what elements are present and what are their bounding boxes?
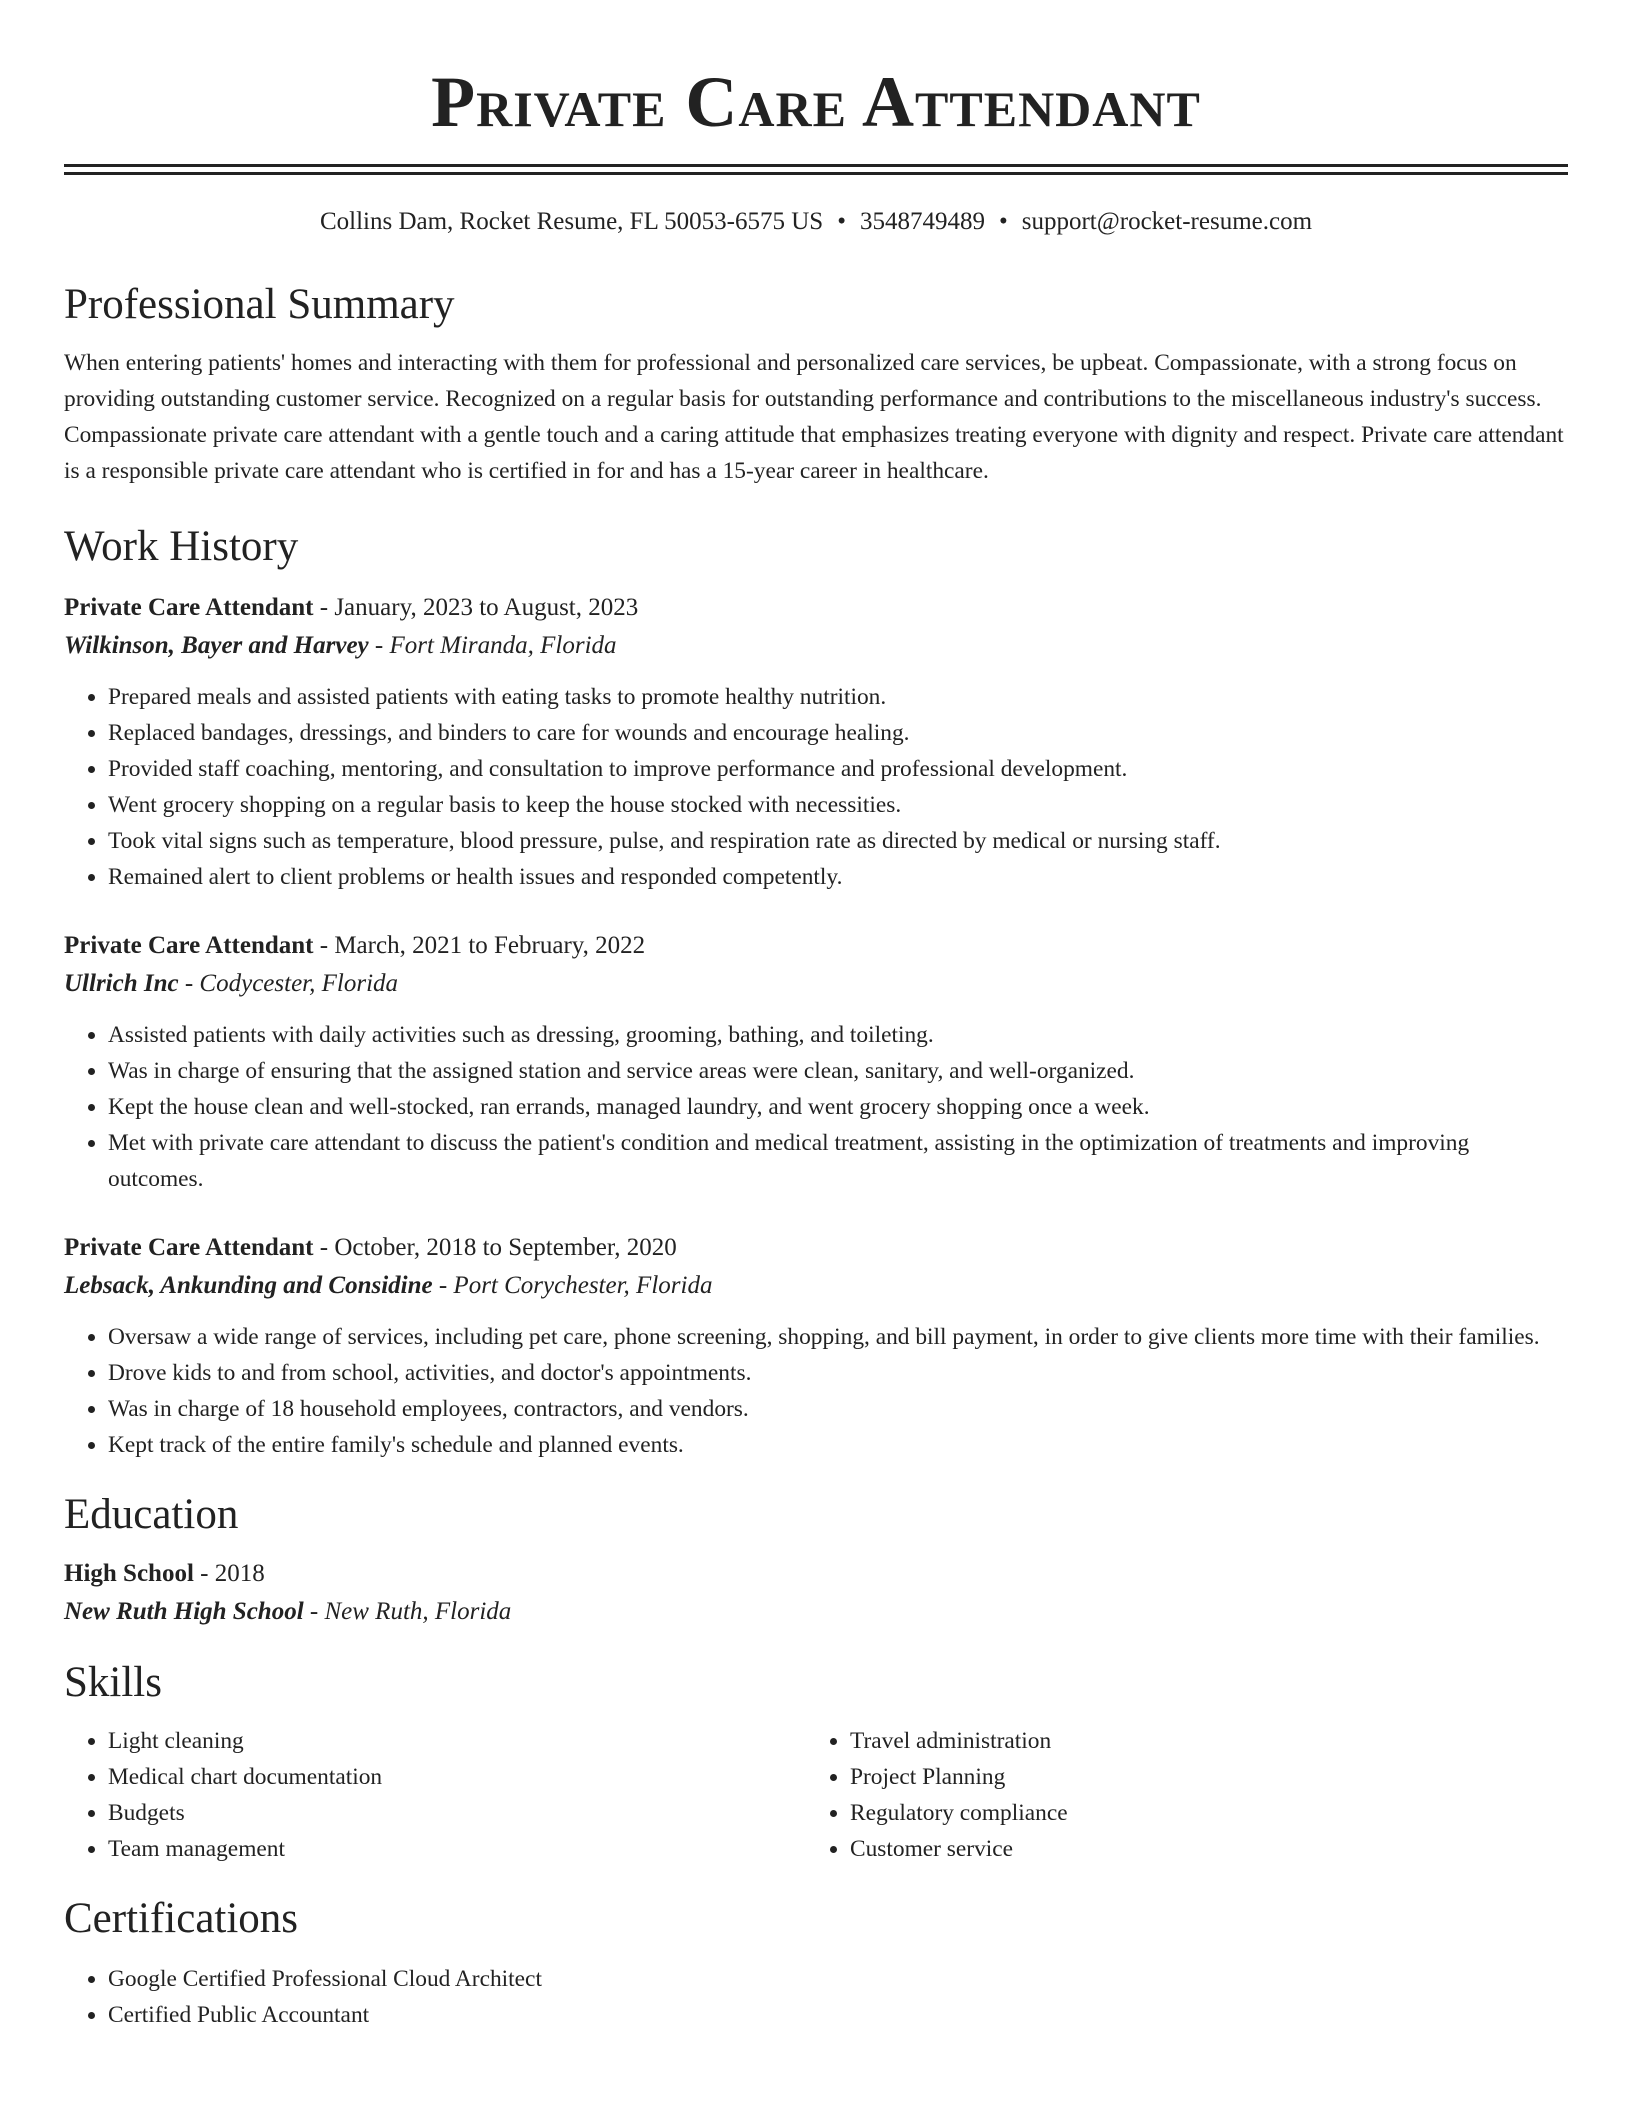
education-entry [64, 1555, 1568, 1631]
work-history-section [64, 519, 1568, 1463]
job-entry [64, 927, 1568, 1197]
job-bullet: • Drove kids to and from school, activities, and doctor's appointments. [108, 1355, 1568, 1391]
job-dates: - March, 2021 to February, 2022 [313, 932, 646, 959]
contact-phone: 3548749489 [859, 208, 985, 235]
job-title: Private Care Attendant [64, 932, 314, 959]
job-employer-line [64, 1267, 1568, 1305]
job-header [64, 927, 1568, 965]
skill-item: • Medical chart documentation [108, 1759, 806, 1795]
education-degree-line [64, 1555, 1568, 1593]
job-bullet: • Oversaw a wide range of services, including pet care, phone screening, shopping, and bill payment, in order to give clients more time with their families. [108, 1319, 1568, 1355]
education-school-line [64, 1593, 1568, 1631]
contact-line [64, 205, 1568, 239]
contact-separator: • [837, 208, 846, 235]
resume-page [64, 0, 1568, 2033]
job-employer: Wilkinson, Bayer and Harvey [64, 632, 369, 659]
job-dates: - January, 2023 to August, 2023 [313, 594, 639, 621]
job-bullet: • Remained alert to client problems or health issues and responded competently. [108, 859, 1568, 895]
job-bullet: • Replaced bandages, dressings, and binders to care for wounds and encourage healing. [108, 715, 1568, 751]
education-section [64, 1487, 1568, 1631]
contact-separator: • [998, 208, 1008, 235]
skill-item: • Budgets [108, 1795, 806, 1831]
job-bullet: • Met with private care attendant to discuss the patient's condition and medical treatment, assisting in the optimization of treatments and improving outcomes. [108, 1125, 1568, 1197]
job-bullet: • Took vital signs such as temperature, blood pressure, pulse, and respiration rate as directed by medical or nursing staff. [108, 823, 1568, 859]
education-year: - 2018 [193, 1560, 265, 1587]
certifications-list [64, 1961, 1568, 2033]
certifications-section [64, 1891, 1568, 2033]
skills-grid [64, 1723, 1568, 1867]
job-header [64, 589, 1568, 627]
job-bullets [64, 679, 1568, 895]
job-bullet: • Kept track of the entire family's schedule and planned events. [108, 1427, 1568, 1463]
header-divider-top [64, 164, 1568, 167]
skill-item: • Light cleaning [108, 1723, 806, 1759]
education-degree: High School [64, 1560, 194, 1587]
skill-item: • Team management [108, 1831, 806, 1867]
job-dates: - October, 2018 to September, 2020 [313, 1234, 677, 1261]
skill-item: • Customer service [850, 1831, 1548, 1867]
job-bullet: • Went grocery shopping on a regular basis to keep the house stocked with necessities. [108, 787, 1568, 823]
skills-section [64, 1655, 1568, 1867]
job-bullets [64, 1017, 1568, 1197]
education-location: - New Ruth, Florida [303, 1598, 512, 1625]
education-heading: Education [64, 1491, 239, 1538]
job-title: Private Care Attendant [64, 1234, 314, 1261]
header-divider-bottom [64, 172, 1568, 175]
job-employer-line [64, 627, 1568, 665]
job-header [64, 1229, 1568, 1267]
summary-text: When entering patients' homes and interacting with them for professional and personalized care services, be upbeat. Compassionate, with a strong focus on providing outstanding customer service. Recognized on a regular basis for outstanding performance and contributions to the miscellaneous industry's success. Compassionate private care attendant with a gentle touch and a caring attitude that emphasizes treating everyone with dignity and respect. Private care attendant is a responsible private care attendant who is certified in for and has a 15-year career in healthcare. [64, 350, 1564, 484]
summary-section [64, 277, 1568, 489]
job-entry [64, 1229, 1568, 1463]
resume-title: Private Care Attendant [431, 62, 1201, 142]
job-employer-line [64, 965, 1568, 1003]
job-entry [64, 589, 1568, 895]
skill-item: • Regulatory compliance [850, 1795, 1548, 1831]
job-employer: Lebsack, Ankunding and Considine [64, 1272, 433, 1299]
skills-column-right [806, 1723, 1548, 1867]
certifications-heading: Certifications [64, 1895, 299, 1942]
job-bullet: • Provided staff coaching, mentoring, and consultation to improve performance and professional development. [108, 751, 1568, 787]
certification-item: • Certified Public Accountant [108, 1997, 1568, 2033]
job-bullet: • Was in charge of 18 household employees, contractors, and vendors. [108, 1391, 1568, 1427]
job-bullets [64, 1319, 1568, 1463]
skills-heading: Skills [64, 1659, 162, 1706]
summary-heading: Professional Summary [64, 281, 455, 328]
job-bullet: • Assisted patients with daily activities such as dressing, grooming, bathing, and toileting. [108, 1017, 1568, 1053]
work-history-heading: Work History [64, 523, 299, 570]
job-bullet: • Prepared meals and assisted patients with eating tasks to promote healthy nutrition. [108, 679, 1568, 715]
skills-column-left [64, 1723, 806, 1867]
education-school: New Ruth High School [64, 1598, 304, 1625]
job-location: - Fort Miranda, Florida [368, 632, 617, 659]
skill-item: • Project Planning [850, 1759, 1548, 1795]
contact-address: Collins Dam, Rocket Resume, FL 50053-6575 US [319, 208, 824, 235]
job-bullet: • Was in charge of ensuring that the assigned station and service areas were clean, sanitary, and well-organized. [108, 1053, 1568, 1089]
job-bullet: • Kept the house clean and well-stocked, ran errands, managed laundry, and went grocery shopping once a week. [108, 1089, 1568, 1125]
job-location: - Port Corychester, Florida [432, 1272, 713, 1299]
contact-email: support@rocket-resume.com [1021, 208, 1313, 235]
certification-item: • Google Certified Professional Cloud Architect [108, 1961, 1568, 1997]
skill-item: • Travel administration [850, 1723, 1548, 1759]
job-title: Private Care Attendant [64, 594, 314, 621]
job-employer: Ullrich Inc [64, 970, 179, 997]
job-location: - Codycester, Florida [178, 970, 399, 997]
